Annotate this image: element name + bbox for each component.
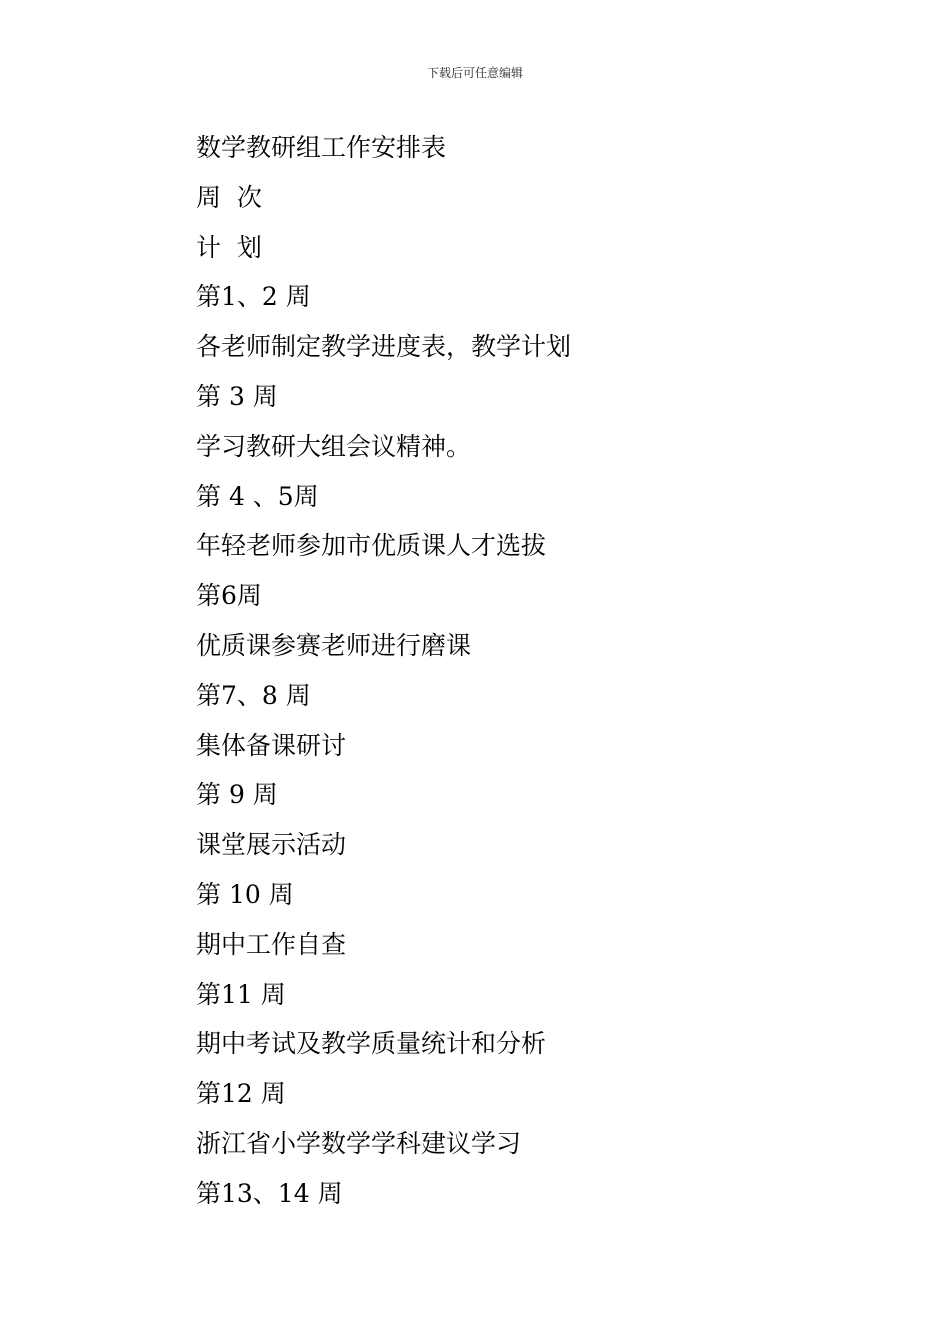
plan-text: 年轻老师参加市优质课人才选拔: [196, 531, 547, 561]
week-label: 第 3 周: [196, 381, 278, 411]
week-label: 第11 周: [196, 979, 286, 1009]
plan-text: 各老师制定教学进度表，教学计划: [196, 332, 572, 362]
week-label: 第1、2 周: [196, 282, 311, 312]
plan-text: 浙江省小学数学学科建议学习: [196, 1128, 522, 1158]
column-header-plan: 计 划: [196, 232, 262, 262]
week-label: 第13、14 周: [196, 1178, 343, 1208]
week-label: 第 4 、5周: [196, 481, 319, 511]
plan-text: 优质课参赛老师进行磨课: [196, 630, 472, 660]
plan-text: 学习教研大组会议精神。: [196, 431, 472, 461]
column-header-week: 周 次: [196, 182, 262, 212]
week-label: 第 10 周: [196, 879, 294, 909]
week-label: 第7、8 周: [196, 680, 311, 710]
plan-text: 课堂展示活动: [196, 830, 347, 860]
week-label: 第12 周: [196, 1079, 286, 1109]
week-label: 第 9 周: [196, 780, 278, 810]
page-header: 下载后可任意编辑: [426, 66, 523, 80]
document-title: 数学教研组工作安排表: [196, 133, 447, 162]
document-body: [196, 128, 896, 1224]
week-label: 第6周: [196, 581, 262, 611]
plan-text: 集体备课研讨: [196, 730, 347, 760]
plan-text: 期中工作自查: [196, 929, 347, 959]
plan-text: 期中考试及教学质量统计和分析: [196, 1029, 547, 1059]
